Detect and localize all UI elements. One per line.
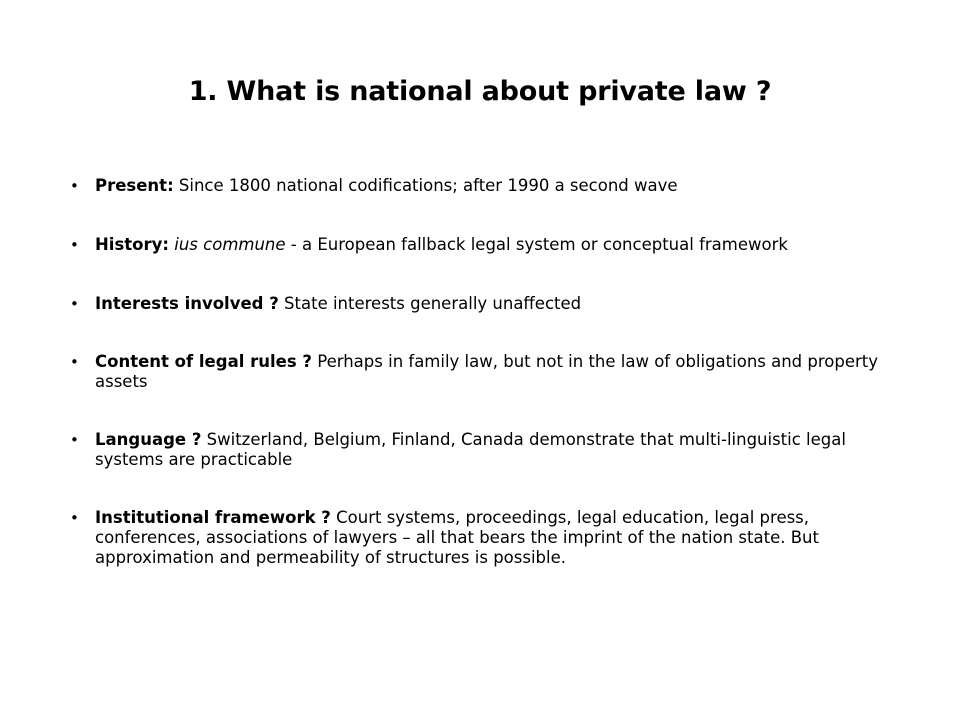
bullet-item-content <box>70 352 910 392</box>
bullet-item-institutional <box>70 508 910 568</box>
bullet-text: Perhaps in family law, but not in the law of obligations and property assets <box>95 352 879 391</box>
bullet-item-language <box>70 430 910 470</box>
bullet-lead: Present: <box>95 176 174 195</box>
bullet-lead: Content of legal rules ? <box>95 352 312 371</box>
bullet-lead: History: <box>95 235 170 254</box>
bullet-icon: • <box>70 295 79 313</box>
bullet-item-present <box>70 176 910 196</box>
bullet-icon: • <box>70 236 79 254</box>
bullet-lead: Language ? <box>95 430 202 449</box>
bullet-icon: • <box>70 353 79 371</box>
bullet-text: State interests generally unaffected <box>278 294 582 313</box>
bullet-list <box>70 176 910 607</box>
bullet-icon: • <box>70 509 79 527</box>
bullet-text: Switzerland, Belgium, Finland, Canada demonstrate that multi-linguistic legal systems are practicable <box>95 430 846 469</box>
bullet-item-interests <box>70 294 910 314</box>
bullet-text-tail: - a European fallback legal system or conceptual framework <box>285 235 788 254</box>
bullet-text: Court systems, proceedings, legal education, legal press, conferences, associations of lawyers – all that bears the imprint of the nation state. But approximation and permeability of structures is possible. <box>95 508 819 567</box>
bullet-text: Since 1800 national codifications; after 1990 a second wave <box>173 176 678 195</box>
bullet-icon: • <box>70 431 79 449</box>
bullet-lead: Institutional framework ? <box>95 508 331 527</box>
bullet-icon: • <box>70 177 79 195</box>
bullet-item-history <box>70 235 910 255</box>
slide-title: 1. What is national about private law ? <box>188 76 772 107</box>
bullet-italic: ius commune <box>174 235 286 254</box>
bullet-lead: Interests involved ? <box>95 294 279 313</box>
